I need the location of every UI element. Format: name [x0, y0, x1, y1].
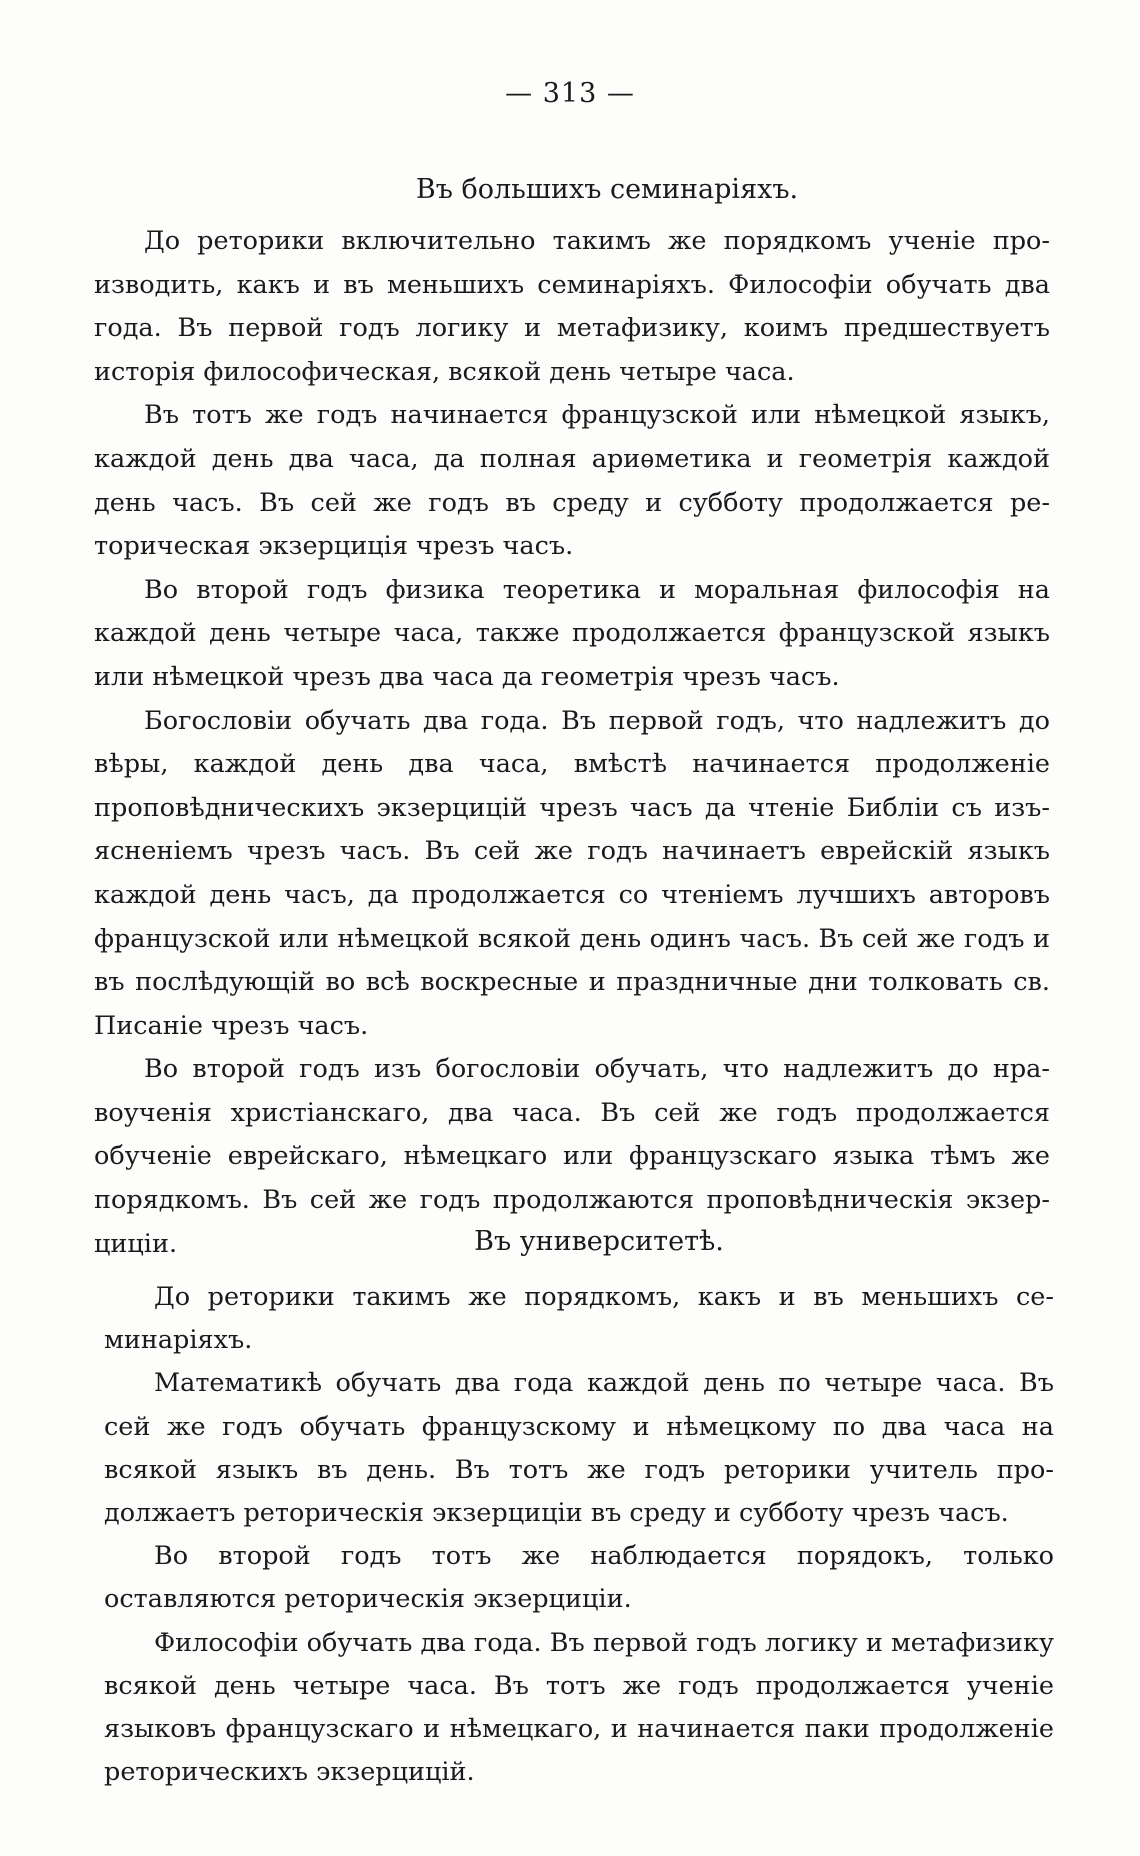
- paragraph: Богословіи обучать два года. Въ первой годъ, что надлежитъ до вѣры, каждой день два часа, вмѣстѣ начинается продолженіе проповѣдническихъ экзерцицій чрезъ часъ да чтеніе Библіи съ изъясненіемъ чрезъ часъ. Въ сей же годъ начинаетъ еврейскій языкъ каждой день часъ, да продолжается со чтеніемъ лучшихъ авторовъ французской или нѣмецкой всякой день одинъ часъ. Въ сей же годъ и въ послѣдующій во всѣ воскресные и праздничные дни толковать св. Писаніе чрезъ часъ.: [94, 705, 1050, 1041]
- paragraph: Въ тотъ же годъ начинается французской или нѣмецкой языкъ, каждой день два часа, да полная ариѳметика и геометрія каждой день часъ. Въ сей же годъ въ среду и субботу продолжается реторическая экзерциція чрезъ часъ.: [94, 400, 1050, 562]
- section-heading: Въ университетѣ.: [474, 1226, 724, 1257]
- paragraph: Философіи обучать два года. Въ первой годъ логику и метафизику всякой день четыре часа. Въ тотъ же годъ продолжается ученіе языковъ французскаго и нѣмецкаго, и начинается паки продолженіе реторическихъ экзерцицій.: [104, 1627, 1054, 1788]
- paragraph: Математикѣ обучать два года каждой день по четыре часа. Въ сей же годъ обучать французскому и нѣмецкому по два часа на всякой языкъ въ день. Въ тотъ же годъ реторики учитель продолжаетъ реторическія экзерциціи въ среду и субботу чрезъ часъ.: [104, 1368, 1054, 1529]
- paragraph: До реторики такимъ же порядкомъ, какъ и въ меньшихъ семинаріяхъ.: [104, 1282, 1054, 1356]
- paragraph: Во второй годъ изъ богословіи обучать, что надлежитъ до нравоученія христіанскаго, два часа. Въ сей же годъ продолжается обученіе еврейскаго, нѣмецкаго или французскаго языка тѣмъ же порядкомъ. Въ сей же годъ продолжаются проповѣдническія экзерциціи.: [94, 1054, 1050, 1259]
- page-number: — 313 —: [505, 78, 635, 109]
- section-heading: Въ большихъ семинаріяхъ.: [415, 174, 799, 205]
- paragraph: До реторики включительно такимъ же порядкомъ ученіе производить, какъ и въ меньшихъ семинаріяхъ. Философіи обучать два года. Въ первой годъ логику и метафизику, коимъ предшествуетъ исторія философическая, всякой день четыре часа.: [94, 226, 1050, 387]
- section-university: [104, 1222, 1054, 1794]
- paragraph: Во второй годъ физика теоретика и моральная философія на каждой день четыре часа, также продолжается французской языкъ или нѣмецкой чрезъ два часа да геометрія чрезъ часъ.: [94, 574, 1050, 692]
- section-large-seminaries: [94, 170, 1050, 1266]
- paragraph: Во второй годъ тотъ же наблюдается порядокъ, только оставляются реторическія экзерциціи.: [104, 1541, 1054, 1615]
